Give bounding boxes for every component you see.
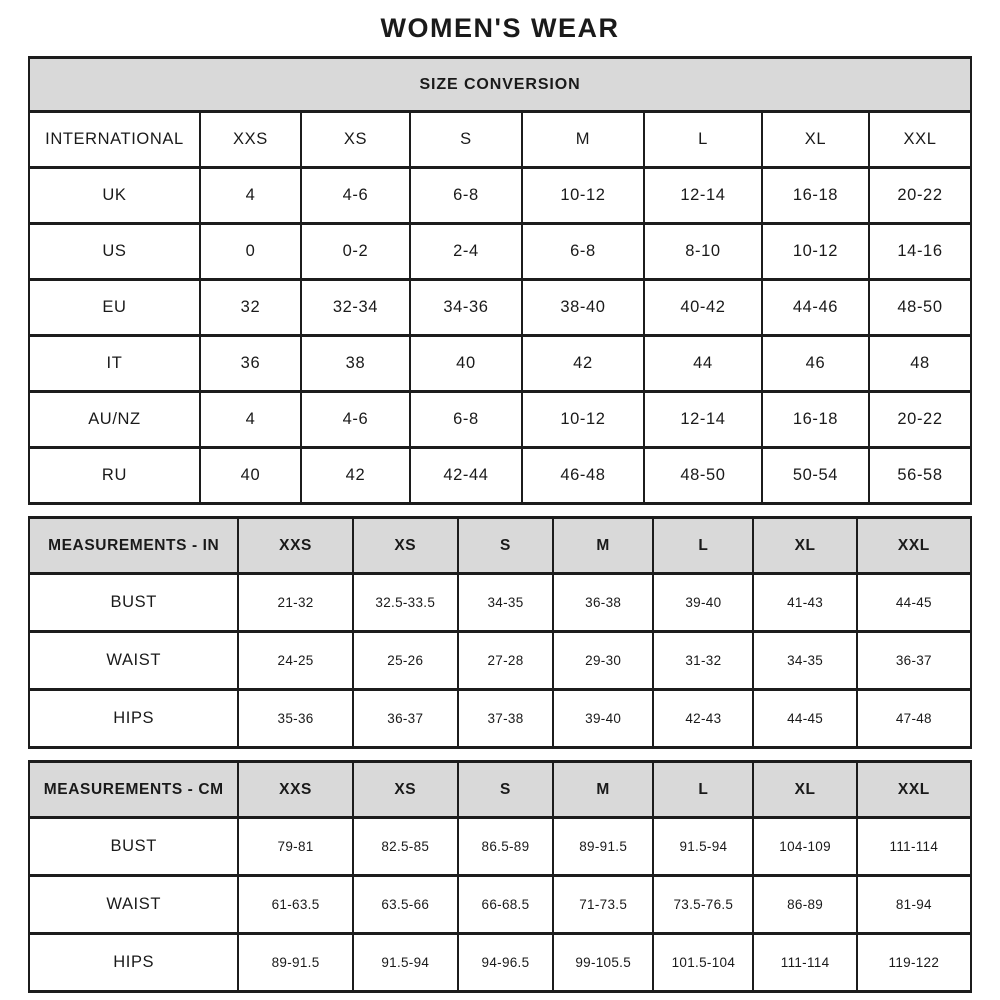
- table-row: [29, 224, 971, 280]
- column-header: XXS: [200, 112, 301, 168]
- row-label: WAIST: [29, 632, 238, 690]
- table-cell: 20-22: [869, 168, 971, 224]
- table-cell: 40: [200, 448, 301, 504]
- table-cell: 46: [762, 336, 869, 392]
- table-row: [29, 280, 971, 336]
- table-cell: 0: [200, 224, 301, 280]
- column-header: XXS: [238, 762, 352, 818]
- table-cell: 12-14: [644, 392, 762, 448]
- column-header-row: [29, 518, 971, 574]
- table-cell: 42-43: [653, 690, 753, 748]
- row-label: EU: [29, 280, 200, 336]
- table-row: [29, 632, 971, 690]
- column-header: M: [553, 762, 653, 818]
- column-header: XS: [353, 518, 458, 574]
- column-header: XXL: [869, 112, 971, 168]
- table-cell: 14-16: [869, 224, 971, 280]
- table-title: SIZE CONVERSION: [29, 58, 971, 112]
- column-header: S: [458, 518, 553, 574]
- table-cell: 40: [410, 336, 522, 392]
- table-cell: 99-105.5: [553, 934, 653, 992]
- table-row: [29, 934, 971, 992]
- table-cell: 36-37: [353, 690, 458, 748]
- row-label: UK: [29, 168, 200, 224]
- table-cell: 34-36: [410, 280, 522, 336]
- table-cell: 38-40: [522, 280, 644, 336]
- table-cell: 86.5-89: [458, 818, 553, 876]
- table-cell: 27-28: [458, 632, 553, 690]
- table-row: [29, 392, 971, 448]
- table-title: MEASUREMENTS - CM: [29, 762, 238, 818]
- table-cell: 36: [200, 336, 301, 392]
- table-cell: 4-6: [301, 392, 410, 448]
- column-header: L: [644, 112, 762, 168]
- table-title: MEASUREMENTS - IN: [29, 518, 238, 574]
- table-cell: 44-46: [762, 280, 869, 336]
- table-cell: 48: [869, 336, 971, 392]
- table-cell: 2-4: [410, 224, 522, 280]
- table-row: [29, 336, 971, 392]
- table-cell: 34-35: [753, 632, 856, 690]
- table-cell: 79-81: [238, 818, 352, 876]
- table-cell: 42: [301, 448, 410, 504]
- table-cell: 0-2: [301, 224, 410, 280]
- table-cell: 29-30: [553, 632, 653, 690]
- column-header-row: [29, 762, 971, 818]
- table-cell: 91.5-94: [653, 818, 753, 876]
- table-cell: 10-12: [762, 224, 869, 280]
- table-cell: 39-40: [653, 574, 753, 632]
- table-cell: 39-40: [553, 690, 653, 748]
- table-row: [29, 448, 971, 504]
- table-cell: 32-34: [301, 280, 410, 336]
- column-header: INTERNATIONAL: [29, 112, 200, 168]
- table-cell: 73.5-76.5: [653, 876, 753, 934]
- page-title: WOMEN'S WEAR: [380, 13, 620, 43]
- table-cell: 61-63.5: [238, 876, 352, 934]
- table-cell: 6-8: [410, 168, 522, 224]
- table-cell: 47-48: [857, 690, 971, 748]
- table-cell: 111-114: [857, 818, 971, 876]
- table-cell: 50-54: [762, 448, 869, 504]
- table-row: [29, 876, 971, 934]
- table-cell: 31-32: [653, 632, 753, 690]
- table-cell: 91.5-94: [353, 934, 458, 992]
- table-cell: 104-109: [753, 818, 856, 876]
- column-header: S: [458, 762, 553, 818]
- row-label: HIPS: [29, 934, 238, 992]
- column-header: XXL: [857, 518, 971, 574]
- table-cell: 46-48: [522, 448, 644, 504]
- table-cell: 56-58: [869, 448, 971, 504]
- table-cell: 35-36: [238, 690, 352, 748]
- column-header: S: [410, 112, 522, 168]
- column-header: M: [553, 518, 653, 574]
- table-cell: 25-26: [353, 632, 458, 690]
- table-cell: 81-94: [857, 876, 971, 934]
- table-cell: 21-32: [238, 574, 352, 632]
- table-row: [29, 574, 971, 632]
- table-cell: 48-50: [869, 280, 971, 336]
- row-label: IT: [29, 336, 200, 392]
- table-cell: 63.5-66: [353, 876, 458, 934]
- table-cell: 94-96.5: [458, 934, 553, 992]
- table-cell: 89-91.5: [553, 818, 653, 876]
- column-header: XL: [753, 762, 856, 818]
- row-label: WAIST: [29, 876, 238, 934]
- table-cell: 42: [522, 336, 644, 392]
- row-label: BUST: [29, 818, 238, 876]
- table-row: [29, 168, 971, 224]
- table-title-row: [29, 58, 971, 112]
- column-header: L: [653, 762, 753, 818]
- table-cell: 10-12: [522, 392, 644, 448]
- table-cell: 66-68.5: [458, 876, 553, 934]
- size-conversion-table: [28, 56, 972, 505]
- table-cell: 16-18: [762, 168, 869, 224]
- row-label: US: [29, 224, 200, 280]
- table-cell: 20-22: [869, 392, 971, 448]
- row-label: AU/NZ: [29, 392, 200, 448]
- row-label: BUST: [29, 574, 238, 632]
- table-cell: 4-6: [301, 168, 410, 224]
- table-cell: 38: [301, 336, 410, 392]
- table-cell: 111-114: [753, 934, 856, 992]
- table-cell: 89-91.5: [238, 934, 352, 992]
- table-cell: 36-37: [857, 632, 971, 690]
- table-cell: 42-44: [410, 448, 522, 504]
- table-cell: 32.5-33.5: [353, 574, 458, 632]
- table-cell: 40-42: [644, 280, 762, 336]
- column-header: XXL: [857, 762, 971, 818]
- table-cell: 4: [200, 168, 301, 224]
- table-row: [29, 690, 971, 748]
- table-cell: 12-14: [644, 168, 762, 224]
- measurements-cm-table: [28, 760, 972, 993]
- column-header: XXS: [238, 518, 352, 574]
- table-cell: 36-38: [553, 574, 653, 632]
- column-header-row: [29, 112, 971, 168]
- table-cell: 6-8: [410, 392, 522, 448]
- table-cell: 44: [644, 336, 762, 392]
- table-cell: 37-38: [458, 690, 553, 748]
- table-cell: 8-10: [644, 224, 762, 280]
- table-cell: 48-50: [644, 448, 762, 504]
- table-cell: 82.5-85: [353, 818, 458, 876]
- column-header: XS: [353, 762, 458, 818]
- table-cell: 101.5-104: [653, 934, 753, 992]
- table-cell: 86-89: [753, 876, 856, 934]
- table-cell: 44-45: [857, 574, 971, 632]
- table-cell: 44-45: [753, 690, 856, 748]
- column-header: L: [653, 518, 753, 574]
- row-label: RU: [29, 448, 200, 504]
- table-cell: 34-35: [458, 574, 553, 632]
- table-row: [29, 818, 971, 876]
- measurements-in-table: [28, 516, 972, 749]
- row-label: HIPS: [29, 690, 238, 748]
- table-cell: 10-12: [522, 168, 644, 224]
- table-cell: 71-73.5: [553, 876, 653, 934]
- table-cell: 4: [200, 392, 301, 448]
- table-cell: 119-122: [857, 934, 971, 992]
- table-cell: 41-43: [753, 574, 856, 632]
- column-header: XL: [753, 518, 856, 574]
- column-header: XL: [762, 112, 869, 168]
- column-header: XS: [301, 112, 410, 168]
- table-cell: 24-25: [238, 632, 352, 690]
- table-cell: 32: [200, 280, 301, 336]
- table-cell: 6-8: [522, 224, 644, 280]
- column-header: M: [522, 112, 644, 168]
- table-cell: 16-18: [762, 392, 869, 448]
